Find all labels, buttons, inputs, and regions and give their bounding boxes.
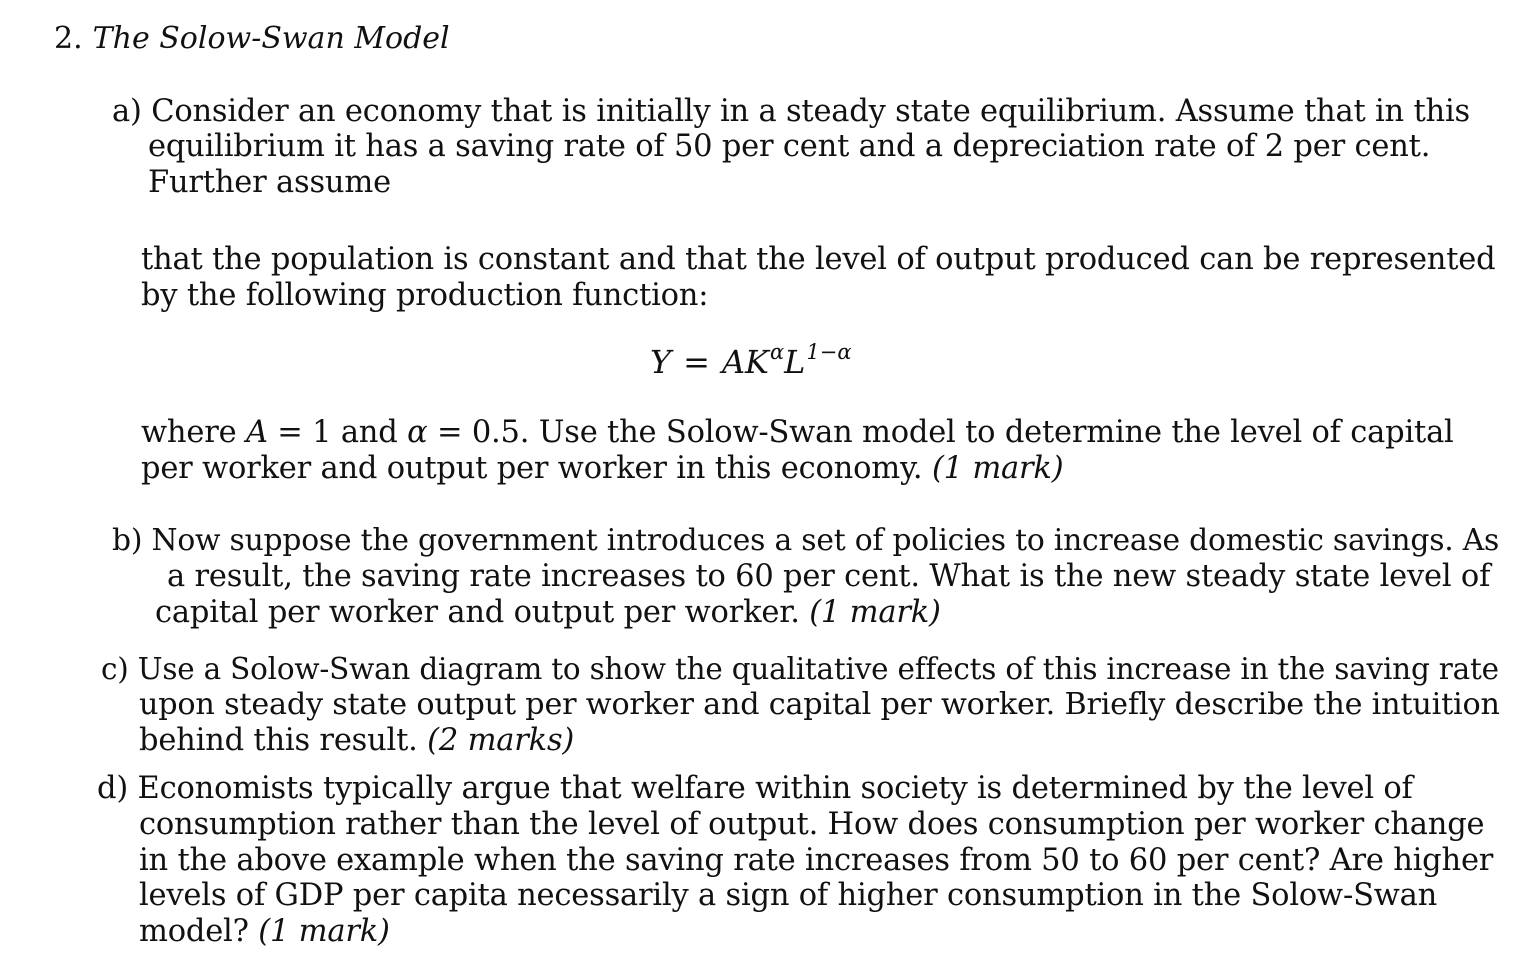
equals-sign-a: = bbox=[277, 415, 303, 450]
part-d-text-5: model? bbox=[139, 914, 249, 949]
part-c-text-1: Use a Solow-Swan diagram to show the qualitative effects of this increase in the saving rate bbox=[137, 652, 1499, 686]
part-d-line-3: in the above example when the saving rate increases from 50 to 60 per cent? Are higher bbox=[139, 843, 1494, 878]
equation-rhs-l: L bbox=[784, 343, 806, 381]
part-c-label: c) bbox=[101, 652, 129, 686]
part-c-marks: (2 marks) bbox=[427, 723, 575, 758]
part-a-line-2: equilibrium it has a saving rate of 50 per cent and a depreciation rate of 2 per cent. bbox=[148, 129, 1431, 164]
part-c-line-1 bbox=[101, 651, 1499, 687]
part-a-line-5: by the following production function: bbox=[141, 278, 709, 313]
part-a-label: a) bbox=[112, 94, 142, 129]
part-d-line-4: levels of GDP per capita necessarily a sign of higher consumption in the Solow-Swan bbox=[139, 878, 1438, 913]
part-d-marks: (1 mark) bbox=[258, 914, 390, 949]
part-a-text-1: Consider an economy that is initially in a steady state equilibrium. Assume that in this bbox=[151, 94, 1471, 129]
var-alpha: α bbox=[407, 415, 428, 450]
equals-sign-alpha: = bbox=[436, 415, 463, 450]
question-number: 2. bbox=[54, 21, 83, 56]
part-b-marks: (1 mark) bbox=[809, 595, 941, 630]
part-a-line-4: that the population is constant and that the level of output produced can be represented bbox=[141, 242, 1496, 277]
equation-exponent-one-minus-alpha: 1−α bbox=[806, 340, 852, 364]
part-d-line-1 bbox=[97, 771, 1413, 807]
part-b-line-1 bbox=[112, 523, 1499, 559]
part-d-text-1: Economists typically argue that welfare within society is determined by the level of bbox=[137, 771, 1413, 806]
part-c-line-2: upon steady state output per worker and capital per worker. Briefly describe the intuition bbox=[139, 687, 1500, 722]
part-c-line-3 bbox=[139, 723, 574, 759]
equation-rhs-base: AK bbox=[721, 343, 769, 381]
production-function-equation bbox=[650, 340, 852, 388]
value-a: 1 and bbox=[312, 415, 398, 450]
part-d-label: d) bbox=[97, 771, 129, 806]
part-a-line-1 bbox=[112, 94, 1470, 130]
part-d-line-5 bbox=[139, 914, 390, 950]
value-alpha-text: 0.5. Use the Solow-Swan model to determine the level of capital bbox=[471, 415, 1454, 450]
where-prefix: where bbox=[141, 415, 237, 450]
part-a-line-7 bbox=[141, 451, 1063, 487]
equation-equals: = bbox=[683, 343, 710, 381]
question-heading bbox=[54, 20, 450, 58]
part-b-text-1: Now suppose the government introduces a set of policies to increase domestic savings. As bbox=[151, 523, 1500, 558]
equation-exponent-alpha: α bbox=[769, 340, 785, 364]
part-b-line-3 bbox=[155, 595, 941, 631]
part-d-line-2: consumption rather than the level of output. How does consumption per worker change bbox=[139, 807, 1485, 842]
part-c-text-3: behind this result. bbox=[139, 723, 418, 758]
part-b-text-3: capital per worker and output per worker. bbox=[155, 595, 800, 630]
part-b-label: b) bbox=[112, 523, 143, 558]
equation-lhs: Y bbox=[650, 343, 672, 381]
part-b-line-2: a result, the saving rate increases to 60 per cent. What is the new steady state level of bbox=[167, 559, 1491, 594]
question-title: The Solow-Swan Model bbox=[92, 21, 450, 56]
part-a-line-6 bbox=[141, 415, 1454, 451]
part-a-line-3: Further assume bbox=[148, 165, 391, 200]
part-a-marks: (1 mark) bbox=[931, 451, 1064, 486]
var-a: A bbox=[245, 415, 268, 450]
part-a-text-7: per worker and output per worker in this economy. bbox=[141, 451, 923, 486]
